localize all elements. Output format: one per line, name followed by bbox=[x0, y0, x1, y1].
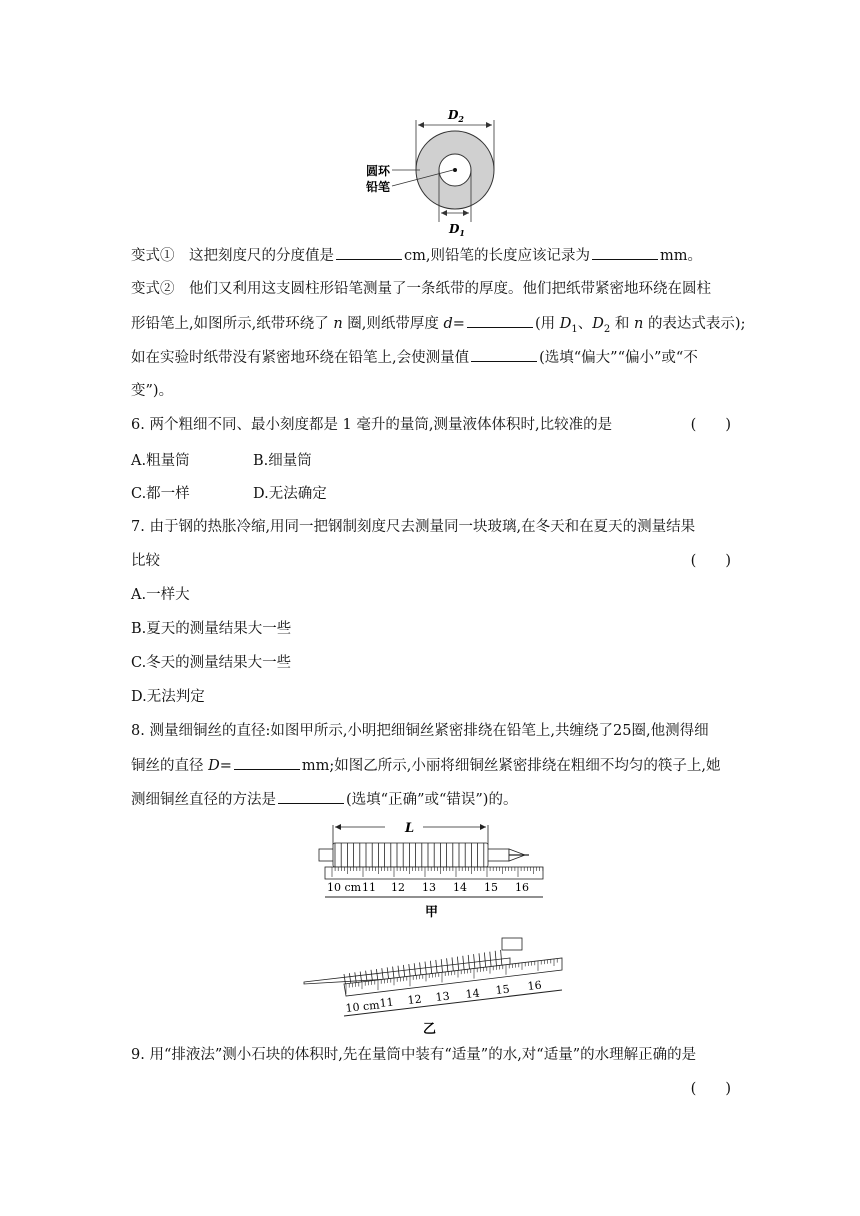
tick-label-11: 11 bbox=[378, 995, 395, 1010]
q7-answer-paren[interactable]: ( ) bbox=[690, 553, 731, 569]
answer-blank[interactable] bbox=[471, 347, 537, 362]
q6-answer-paren[interactable]: ( ) bbox=[690, 417, 731, 433]
q9-answer-paren[interactable]: ( ) bbox=[690, 1081, 731, 1097]
label-d2: $D_2$ bbox=[448, 108, 464, 124]
bianshi2-line1: 变式② 他们又利用这支圆柱形铅笔测量了一条纸带的厚度。他们把纸带紧密地环绕在圆柱 bbox=[131, 281, 711, 297]
tick-label-12: 12 bbox=[406, 992, 423, 1007]
tick-label-14: 14 bbox=[464, 986, 481, 1001]
label-ring: 圆环 bbox=[366, 164, 391, 178]
q6-option-b[interactable]: B.细量筒 bbox=[253, 453, 312, 469]
tick-label-16: 16 bbox=[515, 881, 529, 894]
bianshi2-line4: 变”)。 bbox=[131, 383, 174, 399]
q8-line3: 测细铜丝直径的方法是 (选填“正确”或“错误”)的。 bbox=[131, 789, 731, 810]
q9-stem: 9. 用“排液法”测小石块的体积时,先在量筒中装有“适量”的水,对“适量”的水理解正确的是 bbox=[131, 1047, 697, 1063]
q7-option-d[interactable]: D.无法判定 bbox=[131, 689, 205, 705]
q7-option-b[interactable]: B.夏天的测量结果大一些 bbox=[131, 621, 292, 637]
caption-yi: 乙 bbox=[423, 1022, 437, 1036]
label-d1: $D_1$ bbox=[449, 222, 465, 238]
q7-option-c[interactable]: C.冬天的测量结果大一些 bbox=[131, 655, 292, 671]
label-L: L bbox=[405, 821, 415, 836]
q8-line2: 铜丝的直径 D= mm;如图乙所示,小丽将细铜丝紧密排绕在粗细不均匀的筷子上,她 bbox=[131, 755, 731, 776]
answer-blank[interactable] bbox=[467, 313, 533, 328]
q6-options-row2 bbox=[131, 484, 731, 504]
caption-jia: 甲 bbox=[425, 905, 439, 920]
answer-blank[interactable] bbox=[234, 755, 300, 770]
bianshi2-line2: 形铅笔上,如图所示,纸带环绕了 n 圈,则纸带厚度 d= (用 $D_1$、$D_2$ 和 n 的表达式表示); bbox=[131, 313, 731, 340]
tick-label-12: 12 bbox=[391, 881, 405, 894]
bianshi1-line: 变式① 这把刻度尺的分度值是 cm,则铅笔的长度应该记录为 mm。 bbox=[131, 245, 731, 266]
figure-jia bbox=[315, 815, 545, 923]
answer-blank[interactable] bbox=[278, 789, 344, 804]
tick-label-10: 10 cm bbox=[344, 998, 381, 1015]
tick-label-10: 10 cm bbox=[327, 881, 362, 894]
q6-option-c[interactable]: C.都一样 bbox=[131, 486, 190, 502]
q6-options-row1 bbox=[131, 451, 731, 471]
q7-stem-line1: 7. 由于钢的热胀冷缩,用同一把钢制刻度尺去测量同一块玻璃,在冬天和在夏天的测量结果 bbox=[131, 519, 696, 535]
ring-diagram bbox=[360, 100, 510, 240]
q7-option-a[interactable]: A.一样大 bbox=[131, 587, 190, 603]
q8-line1: 8. 测量细铜丝的直径:如图甲所示,小明把细铜丝紧密排绕在铅笔上,共缠绕了25圈,他测得细 bbox=[131, 723, 709, 739]
q7-stem-line2: 比较 ( ) bbox=[131, 553, 731, 569]
q6-option-d[interactable]: D.无法确定 bbox=[253, 486, 327, 502]
tick-label-14: 14 bbox=[453, 881, 467, 894]
ring-figure bbox=[360, 100, 510, 240]
answer-blank[interactable] bbox=[592, 245, 658, 260]
figure-yi bbox=[300, 918, 565, 1036]
q6-stem: 6. 两个粗细不同、最小刻度都是 1 毫升的量筒,测量液体体积时,比较准的是 ( ) bbox=[131, 417, 731, 433]
tick-label-13: 13 bbox=[422, 881, 436, 894]
tick-label-15: 15 bbox=[494, 982, 511, 997]
q6-option-a[interactable]: A.粗量筒 bbox=[131, 453, 190, 469]
tick-label-13: 13 bbox=[434, 989, 451, 1004]
tick-label-16: 16 bbox=[526, 978, 543, 993]
bianshi2-line3: 如在实验时纸带没有紧密地环绕在铅笔上,会使测量值 (选填“偏大”“偏小”或“不 bbox=[131, 347, 731, 368]
tick-label-11: 11 bbox=[362, 881, 376, 894]
tick-label-15: 15 bbox=[484, 881, 498, 894]
answer-blank[interactable] bbox=[336, 245, 402, 260]
label-pencil: 铅笔 bbox=[366, 180, 391, 194]
